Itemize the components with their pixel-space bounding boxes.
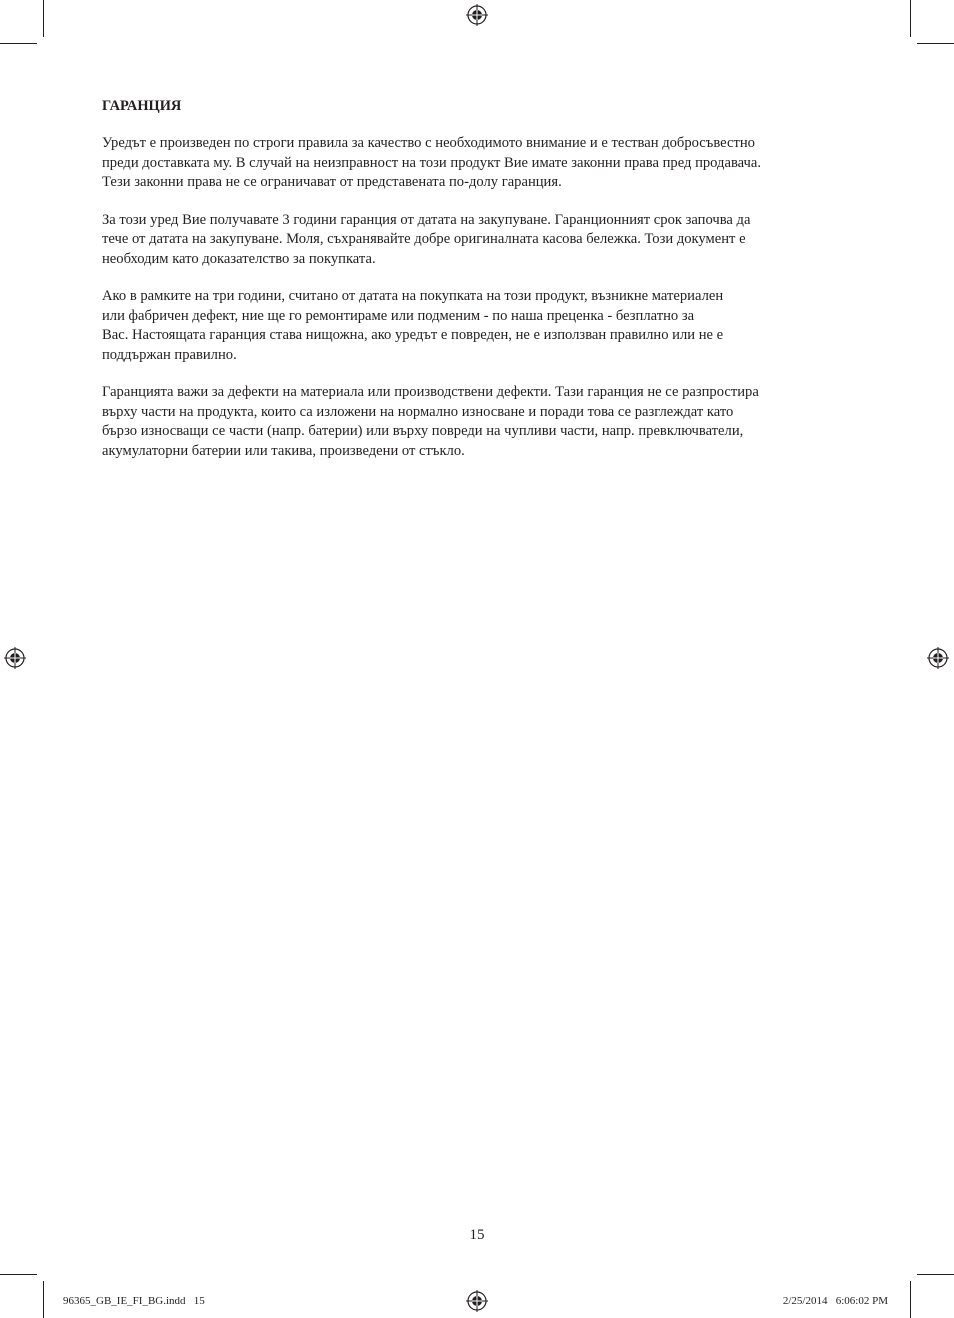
crop-mark-bottom-right-horizontal [917, 1274, 954, 1275]
paragraph-line: върху части на продукта, които са изложени на нормално износване и поради това се разглеждат като [102, 403, 734, 420]
paragraph-line: Тези законни права не се ограничават от представената по-долу гаранция. [102, 174, 562, 190]
crop-mark-bottom-right-vertical [910, 1281, 911, 1318]
paragraph-line: преди доставката му. В случай на неизправност на този продукт Вие имате законни права пред продавача. [102, 154, 762, 171]
print-slug-file: 96365_GB_IE_FI_BG.indd 15 [63, 1295, 205, 1307]
paragraph-line: Вас. Настоящата гаранция става нищожна, ако уредът е повреден, не е използван правилно или не е [102, 327, 724, 343]
paragraph-line: поддържан правилно. [102, 346, 237, 363]
registration-mark-icon [466, 1290, 488, 1312]
paragraph-line: Ако в рамките на три години, считано от датата на покупката на този продукт, възникне материален [102, 288, 724, 304]
registration-mark-icon [927, 647, 949, 669]
paragraph-line: или фабричен дефект, ние ще го ремонтираме или подменим - по наша преценка - безплатно за [102, 307, 695, 324]
paragraph-2 [102, 211, 862, 270]
section-heading: ГАРАНЦИЯ [102, 98, 182, 114]
paragraph-line: необходим като доказателство за покупката. [102, 250, 376, 267]
crop-mark-top-left-horizontal [0, 43, 37, 44]
paragraph-line: акумулаторни батерии или такива, произведени от стъкло. [102, 442, 465, 459]
paragraph-line: тече от датата на закупуване. Моля, съхранявайте добре оригиналната касова бележка. Този документ е [102, 231, 746, 247]
paragraph-line: Уредът е произведен по строги правила за качество с необходимото внимание и е тестван добросъвестно [102, 135, 755, 151]
print-slug-timestamp: 2/25/2014 6:06:02 PM [782, 1295, 888, 1307]
crop-mark-top-left-vertical [43, 0, 44, 37]
page-number: 15 [469, 1227, 485, 1243]
warranty-section [102, 97, 862, 479]
crop-mark-top-right-horizontal [917, 43, 954, 44]
paragraph-line: бързо износващи се части (напр. батерии) или върху повреди на чупливи части, напр. превключватели, [102, 423, 744, 439]
crop-mark-top-right-vertical [910, 0, 911, 37]
registration-mark-icon [4, 647, 26, 669]
paragraph-4 [102, 383, 862, 461]
crop-mark-bottom-left-horizontal [0, 1274, 37, 1275]
crop-mark-bottom-left-vertical [43, 1281, 44, 1318]
paragraph-line: Гаранцията важи за дефекти на материала или производствени дефекти. Тази гаранция не се разпростира [102, 384, 759, 400]
paragraph-line: За този уред Вие получавате 3 години гаранция от датата на закупуване. Гаранционният срок започва да [102, 211, 751, 228]
registration-mark-icon [466, 4, 488, 26]
paragraph-1 [102, 134, 862, 193]
paragraph-3 [102, 287, 862, 365]
